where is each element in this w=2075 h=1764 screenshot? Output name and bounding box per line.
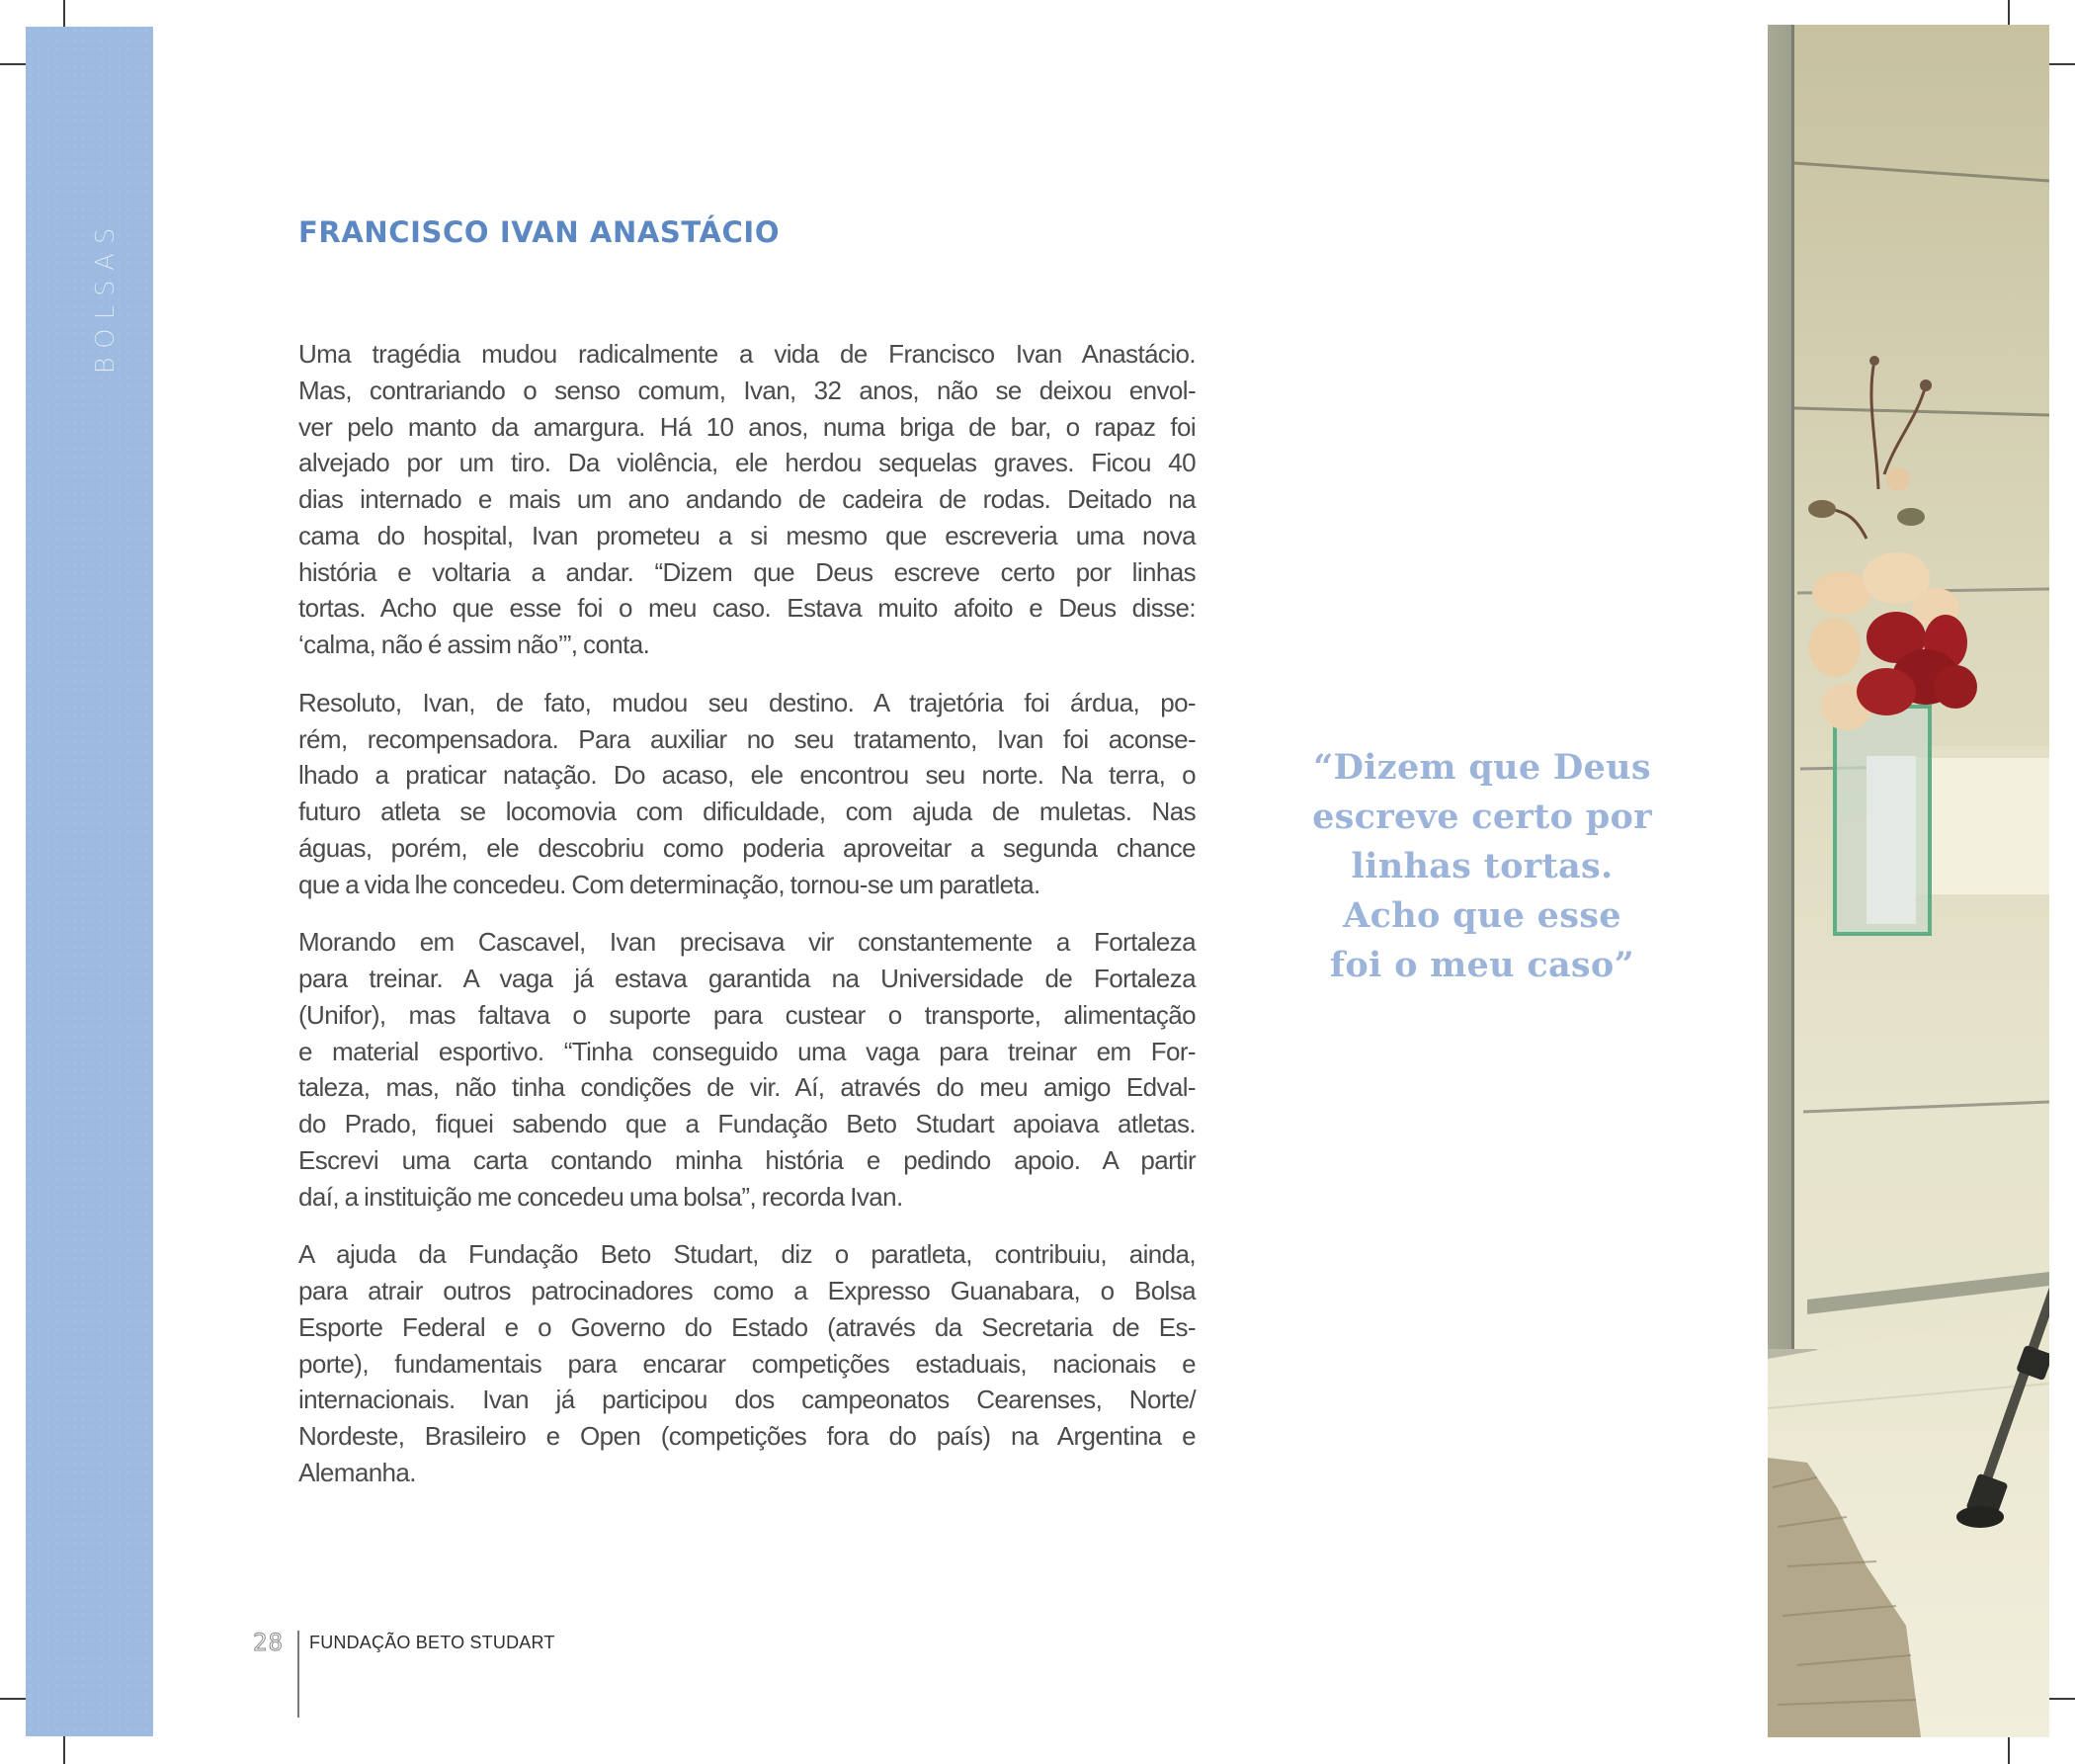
text-line: Alemanha. — [298, 1457, 416, 1487]
text-line: lhado a praticar natação. Do acaso, ele encontrou seu norte. Na terra, o — [298, 760, 1196, 791]
footer-organization: FUNDAÇÃO BETO STUDART — [309, 1633, 555, 1652]
text-line: taleza, mas, não tinha condições de vir. Aí, através do meu amigo Edval- — [298, 1072, 1196, 1103]
text-line: porte), fundamentais para encarar competições estaduais, nacionais e — [298, 1348, 1196, 1379]
text-line: rém, recompensadora. Para auxiliar no seu tratamento, Ivan foi aconse- — [298, 723, 1196, 754]
text-line: para atrair outros patrocinadores como a Expresso Guanabara, o Bolsa — [298, 1276, 1196, 1305]
text-line: cama do hospital, Ivan prometeu a si mesmo que escreveria uma nova — [298, 520, 1196, 550]
pull-quote-line: foi o meu caso” — [1329, 945, 1634, 985]
pull-quote-line: “Dizem que Deus — [1313, 747, 1651, 788]
text-line: A ajuda da Fundação Beto Studart, diz o paratleta, contribuiu, ainda, — [298, 1239, 1196, 1270]
text-line: ‘calma, não é assim não’”, conta. — [298, 630, 650, 659]
article-paragraph — [298, 1236, 1196, 1490]
text-line: futuro atleta se locomovia com dificuldade, com ajuda de muletas. Nas — [298, 797, 1196, 826]
text-line: Nordeste, Brasileiro e Open (competições fora do país) na Argentina e — [298, 1421, 1196, 1451]
text-line: Esporte Federal e o Governo do Estado (através da Secretaria de Es- — [298, 1311, 1196, 1342]
footer-divider — [297, 1631, 299, 1718]
text-line: e material esportivo. “Tinha conseguido uma vaga para treinar em For- — [298, 1036, 1196, 1066]
pull-quote — [1275, 743, 1690, 990]
text-line: Escrevi uma carta contando minha história e pedindo apoio. A partir — [298, 1144, 1196, 1175]
section-band — [26, 27, 153, 1736]
pull-quote-line: escreve certo por — [1312, 797, 1652, 837]
text-line: Resoluto, Ivan, de fato, mudou seu destino. A trajetória foi árdua, po- — [298, 687, 1196, 717]
text-line: Mas, contrariando o senso comum, Ivan, 32 anos, não se deixou envol- — [298, 375, 1196, 405]
text-line: alvejado por um tiro. Da violência, ele herdou sequelas graves. Ficou 40 — [298, 448, 1196, 478]
pull-quote-line: linhas tortas. — [1351, 846, 1614, 886]
text-line: daí, a instituição me concedeu uma bolsa”, recorda Ivan. — [298, 1181, 903, 1212]
text-line: Uma tragédia mudou radicalmente a vida de Francisco Ivan Anastácio. — [298, 339, 1196, 369]
text-line: (Unifor), mas faltava o suporte para custear o transporte, alimentação — [298, 999, 1196, 1030]
photo-illustration — [1768, 25, 2049, 1737]
article-paragraph — [298, 685, 1196, 903]
text-line: Morando em Cascavel, Ivan precisava vir constantemente a Fortaleza — [298, 927, 1196, 958]
pull-quote-line: Acho que esse — [1343, 895, 1621, 936]
article-paragraph — [298, 924, 1196, 1215]
text-line: para treinar. A vaga já estava garantida na Universidade de Fortaleza — [298, 964, 1196, 993]
text-line: internacionais. Ivan já participou dos campeonatos Cearenses, Norte/ — [298, 1385, 1196, 1415]
text-line: dias internado e mais um ano andando de cadeira de rodas. Deitado na — [298, 484, 1196, 514]
section-label: BOLSAS — [91, 218, 121, 375]
article-title: FRANCISCO IVAN ANASTÁCIO — [298, 215, 781, 249]
article-paragraph — [298, 336, 1196, 663]
text-line: tortas. Acho que esse foi o meu caso. Estava muito afoito e Deus disse: — [298, 593, 1196, 624]
text-line: história e voltaria a andar. “Dizem que Deus escreve certo por linhas — [298, 556, 1196, 587]
text-line: águas, porém, ele descobriu como poderia aproveitar a segunda chance — [298, 832, 1196, 863]
text-line: ver pelo manto da amargura. Há 10 anos, numa briga de bar, o rapaz foi — [298, 411, 1196, 442]
text-line: do Prado, fiquei sabendo que a Fundação Beto Studart apoiava atletas. — [298, 1109, 1196, 1138]
text-line: que a vida lhe concedeu. Com determinação, tornou-se um paratleta. — [298, 869, 1040, 899]
photo-orchid-vase-and-crutch — [1768, 25, 2049, 1737]
page-number: 28 — [253, 1629, 284, 1656]
article-body — [298, 336, 1196, 1513]
